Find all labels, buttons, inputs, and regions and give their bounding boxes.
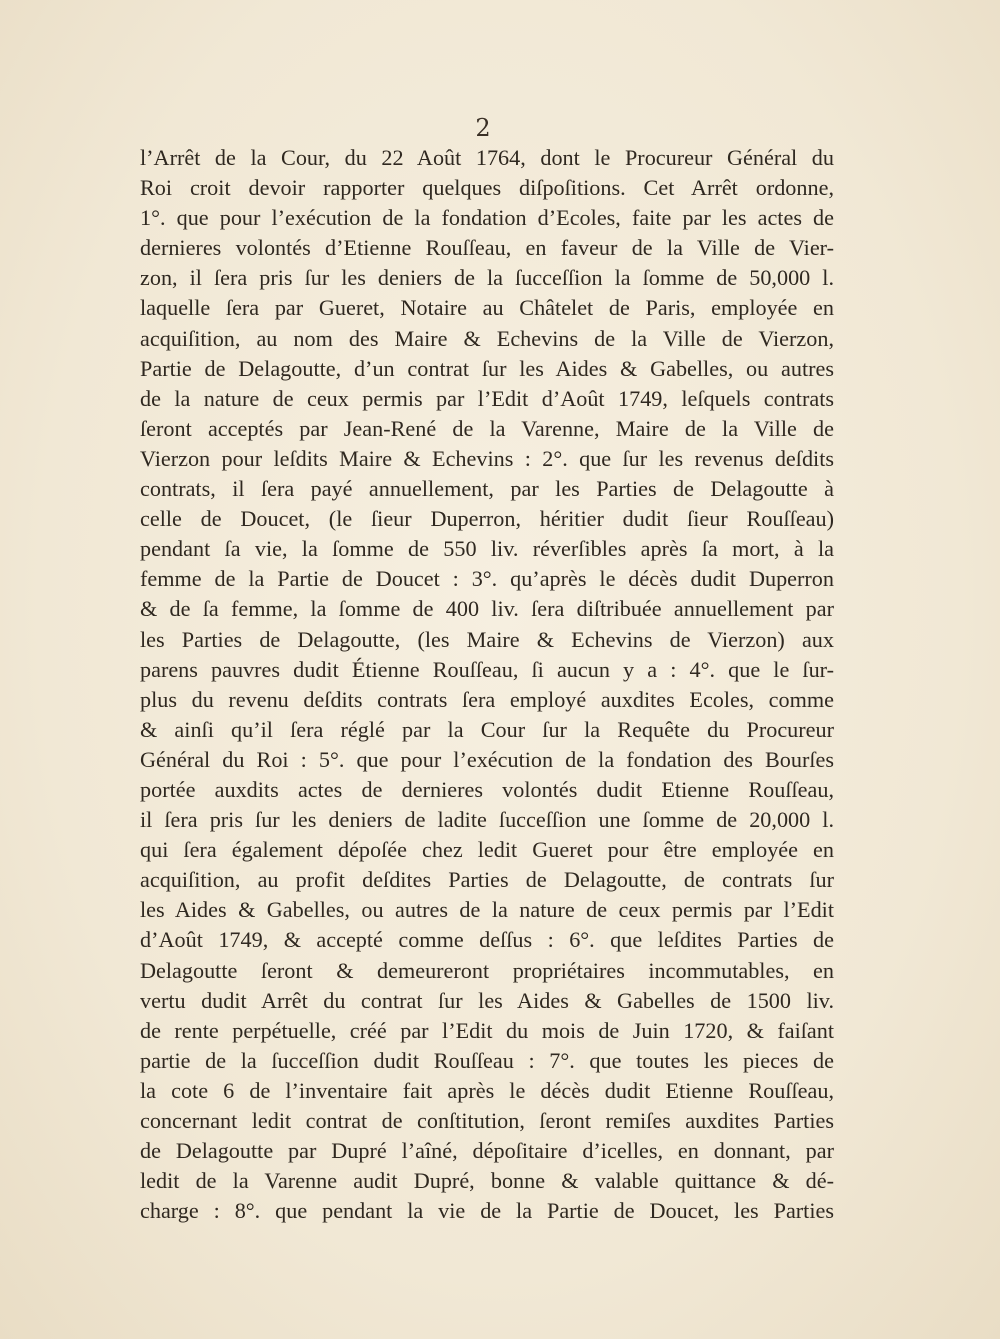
text-line: pendant ſa vie, la ſomme de 550 liv. réverſibles après ſa mort, à la xyxy=(140,536,834,562)
text-line: Partie de Delagoutte, d’un contrat ſur les Aides & Gabelles, ou autres xyxy=(140,355,834,381)
text-line: Général du Roi : 5°. que pour l’exécution de la fondation des Bourſes xyxy=(140,746,834,772)
text-line: Vierzon pour leſdits Maire & Echevins : 2°. que ſur les revenus deſdits xyxy=(140,445,834,471)
text-line: il ſera pris ſur les deniers de ladite ſucceſſion une ſomme de 20,000 l. xyxy=(140,807,834,833)
text-line: plus du revenu deſdits contrats ſera employé auxdites Ecoles, comme xyxy=(140,686,834,712)
text-line: Delagoutte ſeront & demeureront propriétaires incommutables, en xyxy=(140,957,834,983)
text-line: de rente perpétuelle, créé par l’Edit du mois de Juin 1720, & faiſant xyxy=(140,1017,834,1043)
text-line: d’Août 1749, & accepté comme deſſus : 6°. que leſdites Parties de xyxy=(140,927,834,953)
text-line: acquiſition, au profit deſdites Parties de Delagoutte, de contrats ſur xyxy=(140,867,834,893)
text-line: dernieres volontés d’Etienne Rouſſeau, en faveur de la Ville de Vier- xyxy=(140,235,834,261)
text-line: vertu dudit Arrêt du contrat ſur les Aides & Gabelles de 1500 liv. xyxy=(140,987,834,1013)
text-line: contrats, il ſera payé annuellement, par les Parties de Delagoutte à xyxy=(140,476,834,502)
text-line: ſeront acceptés par Jean-René de la Varenne, Maire de la Ville de xyxy=(140,415,834,441)
text-line: concernant ledit contrat de conſtitution, ſeront remiſes auxdites Parties xyxy=(140,1108,834,1133)
text-line: femme de la Partie de Doucet : 3°. qu’après le décès dudit Duperron xyxy=(140,566,834,592)
text-line: partie de la ſucceſſion dudit Rouſſeau : 7°. que toutes les pieces de xyxy=(140,1047,834,1073)
text-line: 1°. que pour l’exécution de la fondation d’Ecoles, faite par les actes de xyxy=(140,205,834,231)
text-line: qui ſera également dépoſée chez ledit Gueret pour être employée en xyxy=(140,837,834,863)
text-line: charge : 8°. que pendant la vie de la Partie de Doucet, les Parties xyxy=(140,1198,834,1224)
text-line: de Delagoutte par Dupré l’aîné, dépoſitaire d’icelles, en donnant, par xyxy=(140,1138,834,1164)
body-text xyxy=(140,143,834,1226)
text-line: de la nature de ceux permis par l’Edit d’Août 1749, leſquels contrats xyxy=(140,385,834,411)
text-line: portée auxdits actes de dernieres volontés dudit Etienne Rouſſeau, xyxy=(140,776,834,802)
text-line: parens pauvres dudit Étienne Rouſſeau, ſi aucun y a : 4°. que le ſur- xyxy=(140,656,834,682)
text-line: laquelle ſera par Gueret, Notaire au Châtelet de Paris, employée en xyxy=(140,295,834,321)
text-line: l’Arrêt de la Cour, du 22 Août 1764, dont le Procureur Général du xyxy=(140,145,834,170)
text-line: zon, il ſera pris ſur les deniers de la ſucceſſion la ſomme de 50,000 l. xyxy=(140,265,834,291)
text-line: ledit de la Varenne audit Dupré, bonne & valable quittance & dé- xyxy=(140,1168,834,1194)
text-line: les Aides & Gabelles, ou autres de la nature de ceux permis par l’Edit xyxy=(140,897,834,923)
text-line: celle de Doucet, (le ſieur Duperron, héritier dudit ſieur Rouſſeau) xyxy=(140,506,834,532)
text-line: la cote 6 de l’inventaire fait après le décès dudit Etienne Rouſſeau, xyxy=(140,1077,834,1103)
text-line: & ainſi qu’il ſera réglé par la Cour ſur la Requête du Procureur xyxy=(140,716,834,742)
text-line: & de ſa femme, la ſomme de 400 liv. ſera diſtribuée annuellement par xyxy=(140,596,834,622)
page-number: 2 xyxy=(475,114,491,142)
text-line: les Parties de Delagoutte, (les Maire & Echevins de Vierzon) aux xyxy=(140,626,834,652)
text-line: Roi croit devoir rapporter quelques diſpoſitions. Cet Arrêt ordonne, xyxy=(140,175,834,201)
text-line: acquiſition, au nom des Maire & Echevins de la Ville de Vierzon, xyxy=(140,325,834,351)
